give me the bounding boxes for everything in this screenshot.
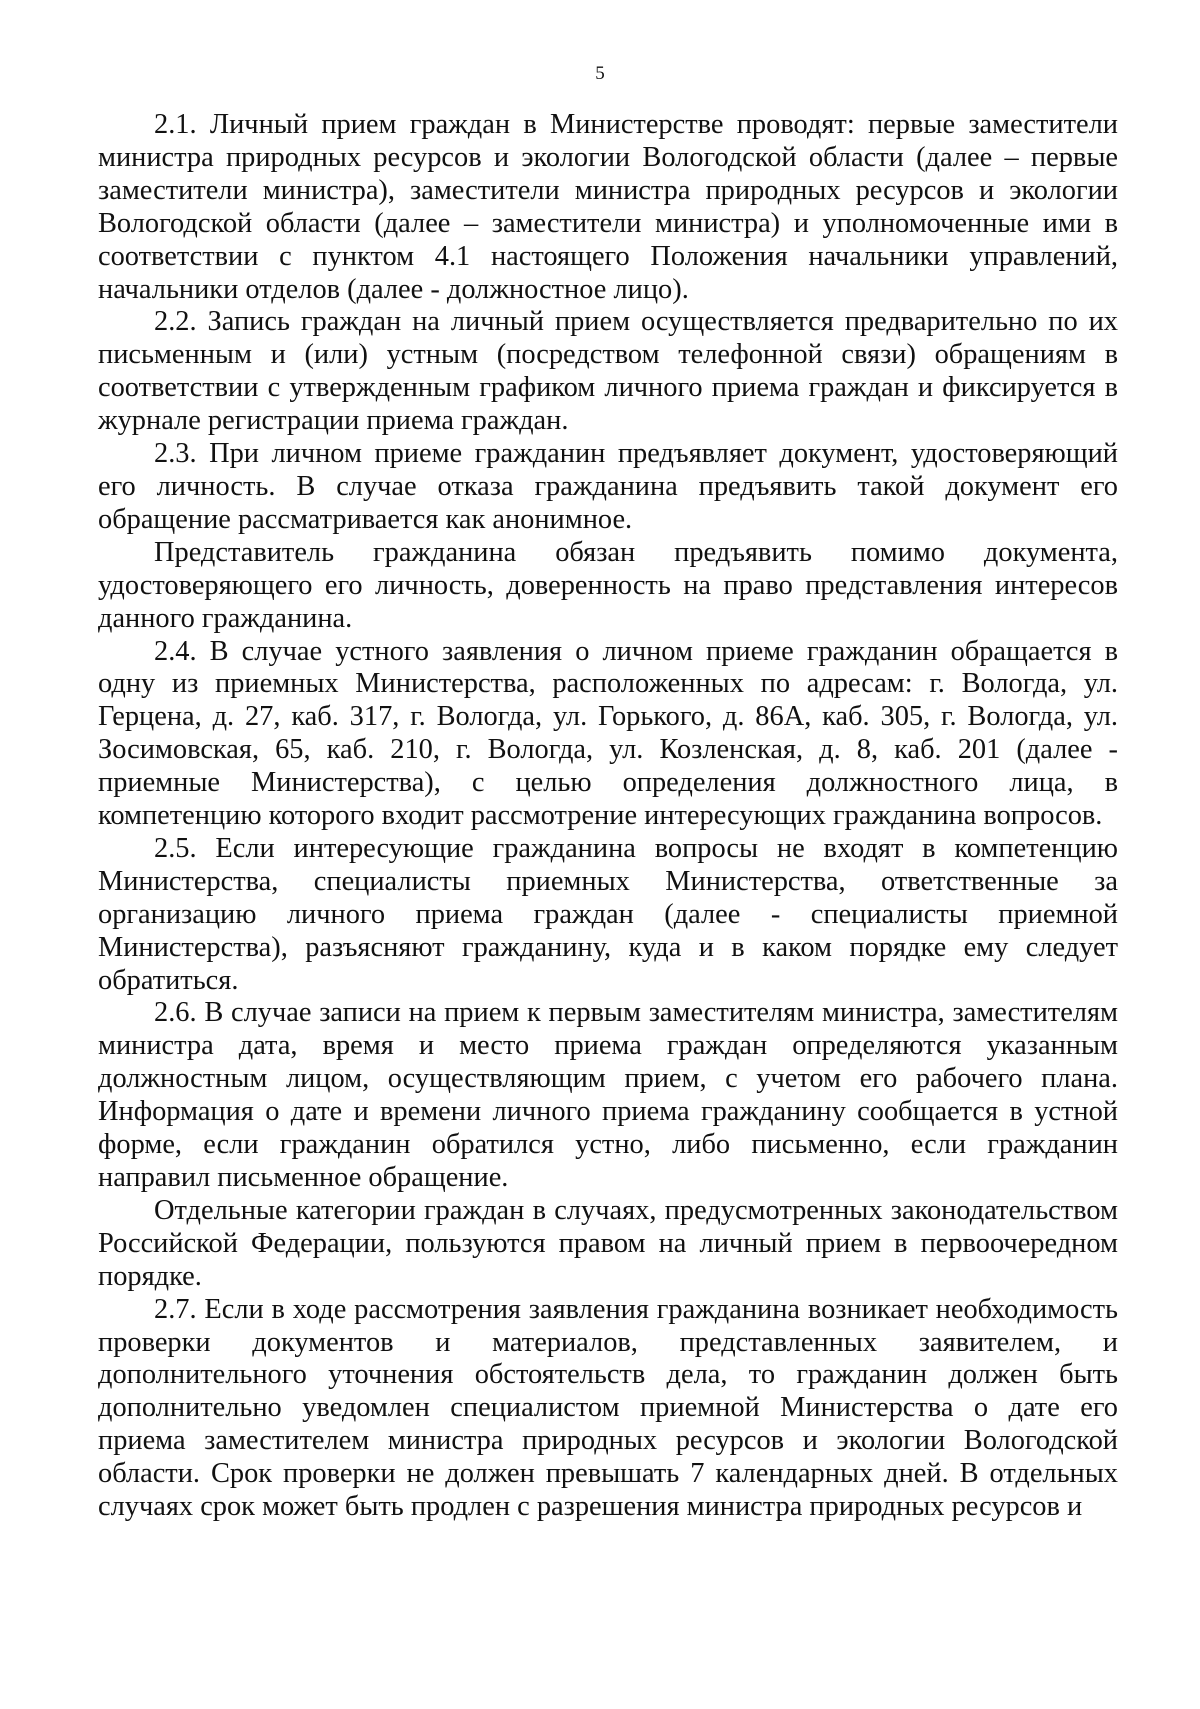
- paragraph-2-6-priority: Отдельные категории граждан в случаях, предусмотренных законодательством Российской Федерации, пользуются правом на личный прием в первоочередном порядке.: [98, 1194, 1118, 1292]
- paragraph-2-1: 2.1. Личный прием граждан в Министерстве проводят: первые заместители министра природных ресурсов и экологии Вологодской области (далее – первые заместители министра), заместители министра природных ресурсов и экологии Вологодской области (далее – заместители министра) и уполномоченные ими в соответствии с пунктом 4.1 настоящего Положения начальники управлений, начальники отделов (далее - должностное лицо).: [98, 109, 1118, 305]
- paragraph-2-7: 2.7. Если в ходе рассмотрения заявления гражданина возникает необходимость проверки документов и материалов, представленных заявителем, и дополнительного уточнения обстоятельств дела, то гражданин должен быть дополнительно уведомлен специалистом приемной Министерства о дате его приема заместителем министра природных ресурсов и экологии Вологодской области. Срок проверки не должен превышать 7 календарных дней. В отдельных случаях срок может быть продлен с разрешения министра природных ресурсов и: [98, 1293, 1118, 1523]
- paragraph-2-3: 2.3. При личном приеме гражданин предъявляет документ, удостоверяющий его личность. В случае отказа гражданина предъявить такой документ его обращение рассматривается как анонимное.: [98, 438, 1118, 535]
- paragraph-2-3-representative: Представитель гражданина обязан предъявить помимо документа, удостоверяющего его личность, доверенность на право представления интересов данного гражданина.: [98, 536, 1118, 634]
- paragraph-2-5: 2.5. Если интересующие гражданина вопросы не входят в компетенцию Министерства, специалисты приемных Министерства, ответственные за организацию личного приема граждан (далее - специалисты приемной Министерства), разъясняют гражданину, куда и в каком порядке ему следует обратиться.: [98, 832, 1118, 996]
- paragraph-2-4: 2.4. В случае устного заявления о личном приеме гражданин обращается в одну из приемных Министерства, расположенных по адресам: г. Вологда, ул. Герцена, д. 27, каб. 317, г. Вологда, ул. Горького, д. 86А, каб. 305, г. Вологда, ул. Зосимовская, 65, каб. 210, г. Вологда, ул. Козленская, д. 8, каб. 201 (далее - приемные Министерства), с целью определения должностного лица, в компетенцию которого входит рассмотрение интересующих гражданина вопросов.: [98, 635, 1118, 832]
- document-body: [98, 109, 1118, 1524]
- page-number: 5: [595, 63, 605, 84]
- paragraph-2-6: 2.6. В случае записи на прием к первым заместителям министра, заместителям министра дата, время и место приема граждан определяются указанным должностным лицом, осуществляющим прием, с учетом его рабочего плана. Информация о дате и времени личного приема гражданину сообщается в устной форме, если гражданин обратился устно, либо письменно, если гражданин направил письменное обращение.: [98, 997, 1118, 1193]
- paragraph-2-2: 2.2. Запись граждан на личный прием осуществляется предварительно по их письменным и (или) устным (посредством телефонной связи) обращениям в соответствии с утвержденным графиком личного приема граждан и фиксируется в журнале регистрации приема граждан.: [98, 306, 1118, 437]
